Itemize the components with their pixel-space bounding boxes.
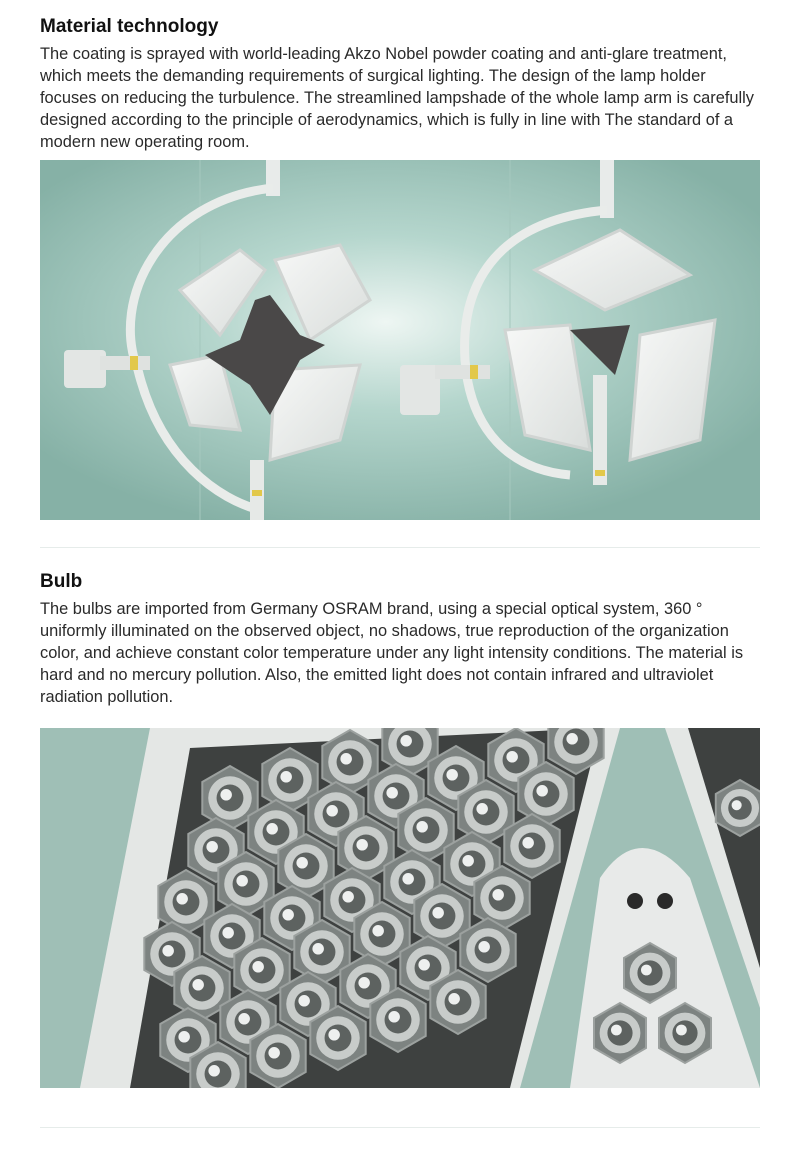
section-heading: Material technology xyxy=(40,16,219,37)
section-body: The bulbs are imported from Germany OSRAM brand, using a special optical system, 360 ° uniformly illuminated on the observed object, no shadows, true reproduction of the organization color, and achieve constant color temperature under any light intensity conditions. The material is hard and no mercury pollution. Also, the emitted light does not contain infrared and ultraviolet radiation pollution. xyxy=(40,600,744,706)
section-body: The coating is sprayed with world-leading Akzo Nobel powder coating and anti-glare treatment, which meets the demanding requirements of surgical lighting. The design of the lamp holder focuses on reducing the turbulence. The streamlined lampshade of the whole lamp arm is carefully designed according to the principle of aerodynamics, which is fully in line with The standard of a modern new operating room. xyxy=(40,45,754,151)
section-divider xyxy=(40,547,760,548)
led-bulbs-photo xyxy=(40,728,760,1088)
bulb-section xyxy=(40,569,760,708)
section-heading: Bulb xyxy=(40,571,83,592)
surgical-lamps-photo xyxy=(40,160,760,520)
material-technology-section xyxy=(40,14,760,153)
section-divider xyxy=(40,1127,760,1128)
